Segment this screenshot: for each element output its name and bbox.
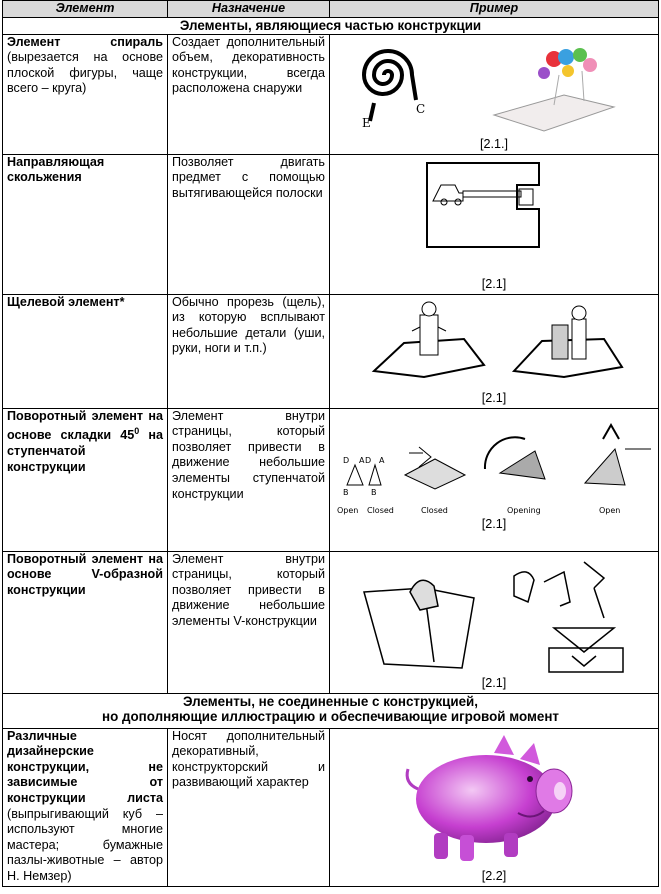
example-cell xyxy=(330,408,659,551)
section-title xyxy=(3,693,659,728)
source-caption: [2.1] xyxy=(481,277,507,291)
element-name-cell xyxy=(3,551,168,693)
fold-label: Closed xyxy=(367,505,394,515)
purpose-cell: Элемент внутри страницы, который позволяет привести в движение небольшие элементы ступенчатой конструкции xyxy=(168,408,330,551)
element-name: Направляющая скольжения xyxy=(7,154,105,185)
header-example: Пример xyxy=(330,1,659,18)
purpose-cell: Элемент внутри страницы, который позволяет привести в движение небольшие элементы V-конструкции xyxy=(168,551,330,693)
example-cell xyxy=(330,154,659,294)
table-row xyxy=(3,408,659,551)
svg-text:C: C xyxy=(416,101,426,116)
elements-table xyxy=(2,0,659,887)
source-caption: [2.1] xyxy=(481,391,507,405)
fold-label: Open xyxy=(337,505,359,515)
element-name: Поворотный элемент на основе V-образной конструкции xyxy=(7,551,163,597)
fold-label: Open xyxy=(599,505,621,515)
svg-text:E: E xyxy=(362,115,371,130)
element-name: Щелевой элемент* xyxy=(7,294,125,309)
example-cell xyxy=(330,728,659,886)
element-name-cell xyxy=(3,728,168,886)
section-row xyxy=(3,693,659,728)
example-cell xyxy=(330,551,659,693)
section-title: Элементы, являющиеся частью конструкции xyxy=(3,17,659,34)
fold-label: D xyxy=(343,455,350,465)
element-note: (вырезается на основе плоской фигуры, чаще всего – круга) xyxy=(7,50,163,96)
table-row xyxy=(3,34,659,154)
section-title-line: Элементы, не соединенные с конструкцией, xyxy=(182,693,479,709)
spiral-illustration xyxy=(344,35,644,135)
element-name-cell xyxy=(3,294,168,408)
source-caption: [2.2] xyxy=(481,869,507,883)
element-name: Поворотный элемент на основе складки $45^0$ на ступенчатой конструкции xyxy=(7,408,163,474)
element-name-cell xyxy=(3,408,168,551)
table-row xyxy=(3,728,659,886)
table-row xyxy=(3,294,659,408)
header-row xyxy=(3,1,659,18)
header-element: Элемент xyxy=(3,1,168,18)
purpose-cell: Носят дополнительный декоративный, конструкторский и развивающий характер xyxy=(168,728,330,886)
v-fold-illustration xyxy=(344,552,644,674)
fold-label: B xyxy=(343,487,349,497)
source-caption: [2.1] xyxy=(481,676,507,690)
table-row xyxy=(3,154,659,294)
fold-label: A xyxy=(379,455,385,465)
fold-label: B xyxy=(371,487,377,497)
butterfly-card xyxy=(494,48,614,131)
element-name: Элемент спираль xyxy=(7,34,163,49)
purpose-cell: Обычно прорезь (щель), из которую всплывают небольшие детали (уши, руки, ноги и т.п.) xyxy=(168,294,330,408)
header-purpose: Назначение xyxy=(168,1,330,18)
purpose-cell: Создает дополнительный объем, декоративность конструкции, всегда расположена снаружи xyxy=(168,34,330,154)
source-caption: [2.1] xyxy=(481,516,507,531)
section-row xyxy=(3,17,659,34)
fold-label: A xyxy=(359,455,365,465)
element-name: Различные дизайнерские конструкции, не зависимые от конструкции листа xyxy=(7,728,163,805)
slot-illustration xyxy=(364,295,624,381)
element-note: (выпрыгивающий куб – используют многие мастера; бумажные пазлы-животные – автор Н. Немзер) xyxy=(7,806,163,883)
table-row xyxy=(3,551,659,693)
pig-illustration xyxy=(394,729,594,865)
element-name-cell xyxy=(3,34,168,154)
slide-guide-illustration xyxy=(419,155,569,255)
example-cell xyxy=(330,34,659,154)
step-fold-illustration xyxy=(335,409,653,519)
source-caption: [2.1.] xyxy=(479,137,508,151)
section-title-line: но дополняющие иллюстрацию и обеспечивающие игровой момент xyxy=(102,709,559,725)
element-name-cell xyxy=(3,154,168,294)
purpose-cell: Позволяет двигать предмет с помощью вытягивающейся полоски xyxy=(168,154,330,294)
fold-label: D xyxy=(365,455,372,465)
fold-label: Opening xyxy=(507,505,541,515)
fold-label: Closed xyxy=(421,505,448,515)
example-cell xyxy=(330,294,659,408)
